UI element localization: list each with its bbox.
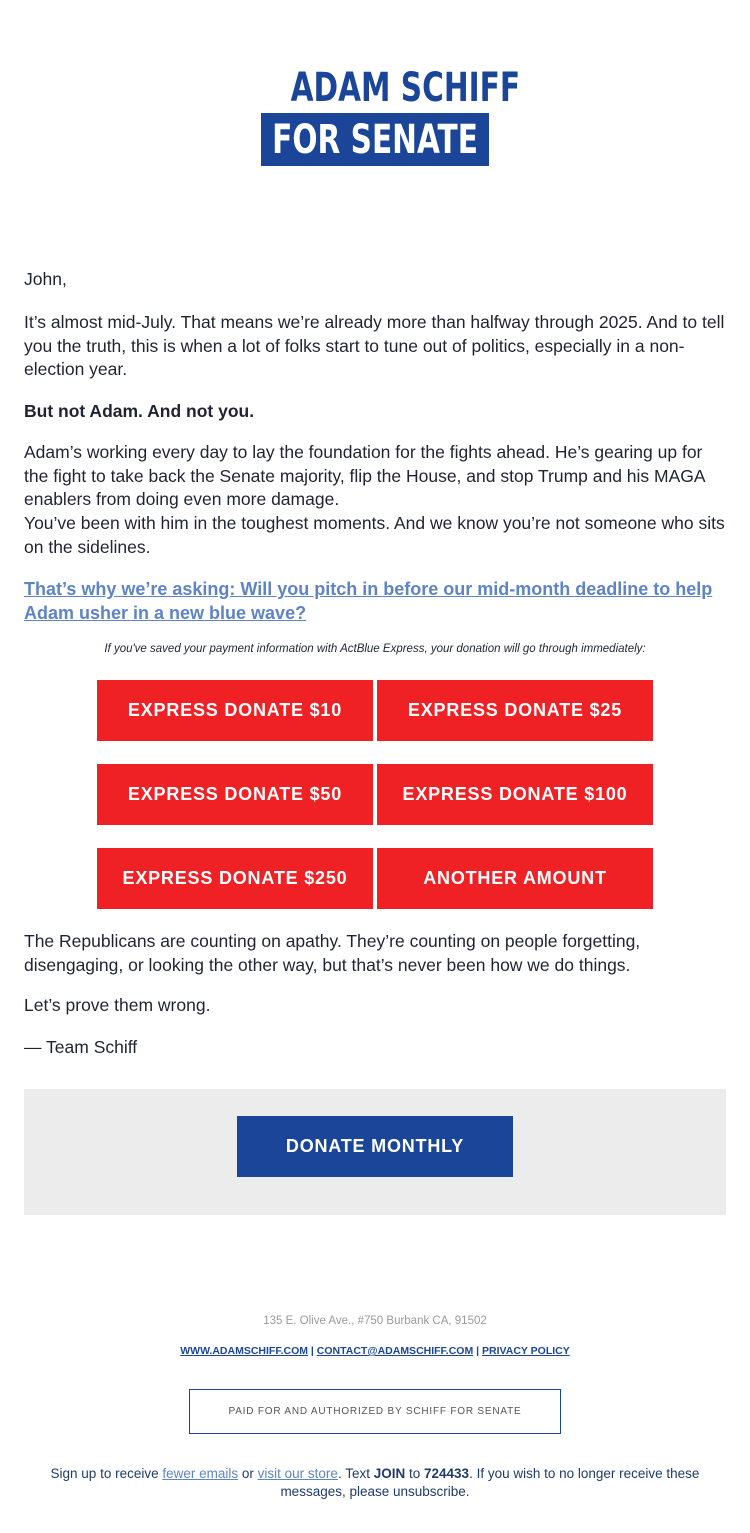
mailing-address: 135 E. Olive Ave., #750 Burbank CA, 91502 (263, 1315, 487, 1327)
paragraph-prove: Let’s prove them wrong. (24, 995, 211, 1015)
express-donate-50-button[interactable]: EXPRESS DONATE $50 (97, 764, 373, 825)
ask-link[interactable]: That’s why we’re asking: Will you pitch in before our mid-month deadline to help Adam usher in a new blue wave? (24, 579, 713, 623)
privacy-policy-link[interactable]: PRIVACY POLICY (482, 1345, 570, 1357)
express-donate-100-button[interactable]: EXPRESS DONATE $100 (377, 764, 653, 825)
paragraph-fights: Adam’s working every day to lay the foundation for the fights ahead. He’s gearing up for the fight to take back the Senate majority, flip the House, and stop Trump and his MAGA enablers from doing even more damage. (24, 442, 705, 509)
express-donate-25-button[interactable]: EXPRESS DONATE $25 (377, 680, 653, 741)
sms-shortcode: 724433 (424, 1466, 470, 1481)
campaign-logo (261, 65, 521, 166)
contact-email-link[interactable]: CONTACT@ADAMSCHIFF.COM (316, 1345, 474, 1357)
express-donate-250-button[interactable]: EXPRESS DONATE $250 (97, 848, 373, 909)
fewer-emails-link[interactable]: fewer emails (162, 1466, 239, 1481)
link-separator: | (476, 1345, 480, 1357)
signup-text-or: or (238, 1466, 258, 1481)
paragraph-emphasis: But not Adam. And not you. (24, 401, 255, 421)
logo-subtitle: FOR SENATE (272, 116, 478, 163)
signup-notice (30, 1465, 720, 1501)
visit-store-link[interactable]: visit our store (257, 1466, 338, 1481)
logo-name: ADAM SCHIFF (290, 65, 521, 111)
signup-text-text: . Text (337, 1466, 374, 1481)
logo-banner (261, 113, 489, 166)
express-note: If you've saved your payment information with ActBlue Express, your donation will go through immediately: (104, 643, 646, 655)
greeting: John, (24, 269, 67, 289)
link-separator: | (310, 1345, 314, 1357)
donate-monthly-button[interactable]: DONATE MONTHLY (237, 1116, 513, 1177)
signup-text-to: to (405, 1466, 424, 1481)
paragraph-support: You’ve been with him in the toughest moments. And we know you’re not someone who sits on the sidelines. (24, 513, 725, 557)
website-link[interactable]: WWW.ADAMSCHIFF.COM (180, 1345, 308, 1357)
paragraph-intro: It’s almost mid-July. That means we’re already more than halfway through 2025. And to tell you the truth, this is when a lot of folks start to tune out of politics, especially in a non-election year. (24, 312, 725, 379)
signoff: — Team Schiff (24, 1037, 138, 1057)
signup-text-post: . If you wish to no longer receive these messages, please unsubscribe. (280, 1466, 700, 1499)
signup-text-pre: Sign up to receive (50, 1466, 163, 1481)
paid-for-disclaimer: PAID FOR AND AUTHORIZED BY SCHIFF FOR SENATE (189, 1389, 561, 1434)
another-amount-button[interactable]: ANOTHER AMOUNT (377, 848, 653, 909)
paragraph-apathy: The Republicans are counting on apathy. They’re counting on people forgetting, disengaging, or looking the other way, but that’s never been how we do things. (24, 931, 641, 975)
express-donate-10-button[interactable]: EXPRESS DONATE $10 (97, 680, 373, 741)
footer-links (0, 1345, 750, 1357)
monthly-donate-panel (24, 1089, 726, 1215)
join-keyword: JOIN (373, 1466, 406, 1481)
